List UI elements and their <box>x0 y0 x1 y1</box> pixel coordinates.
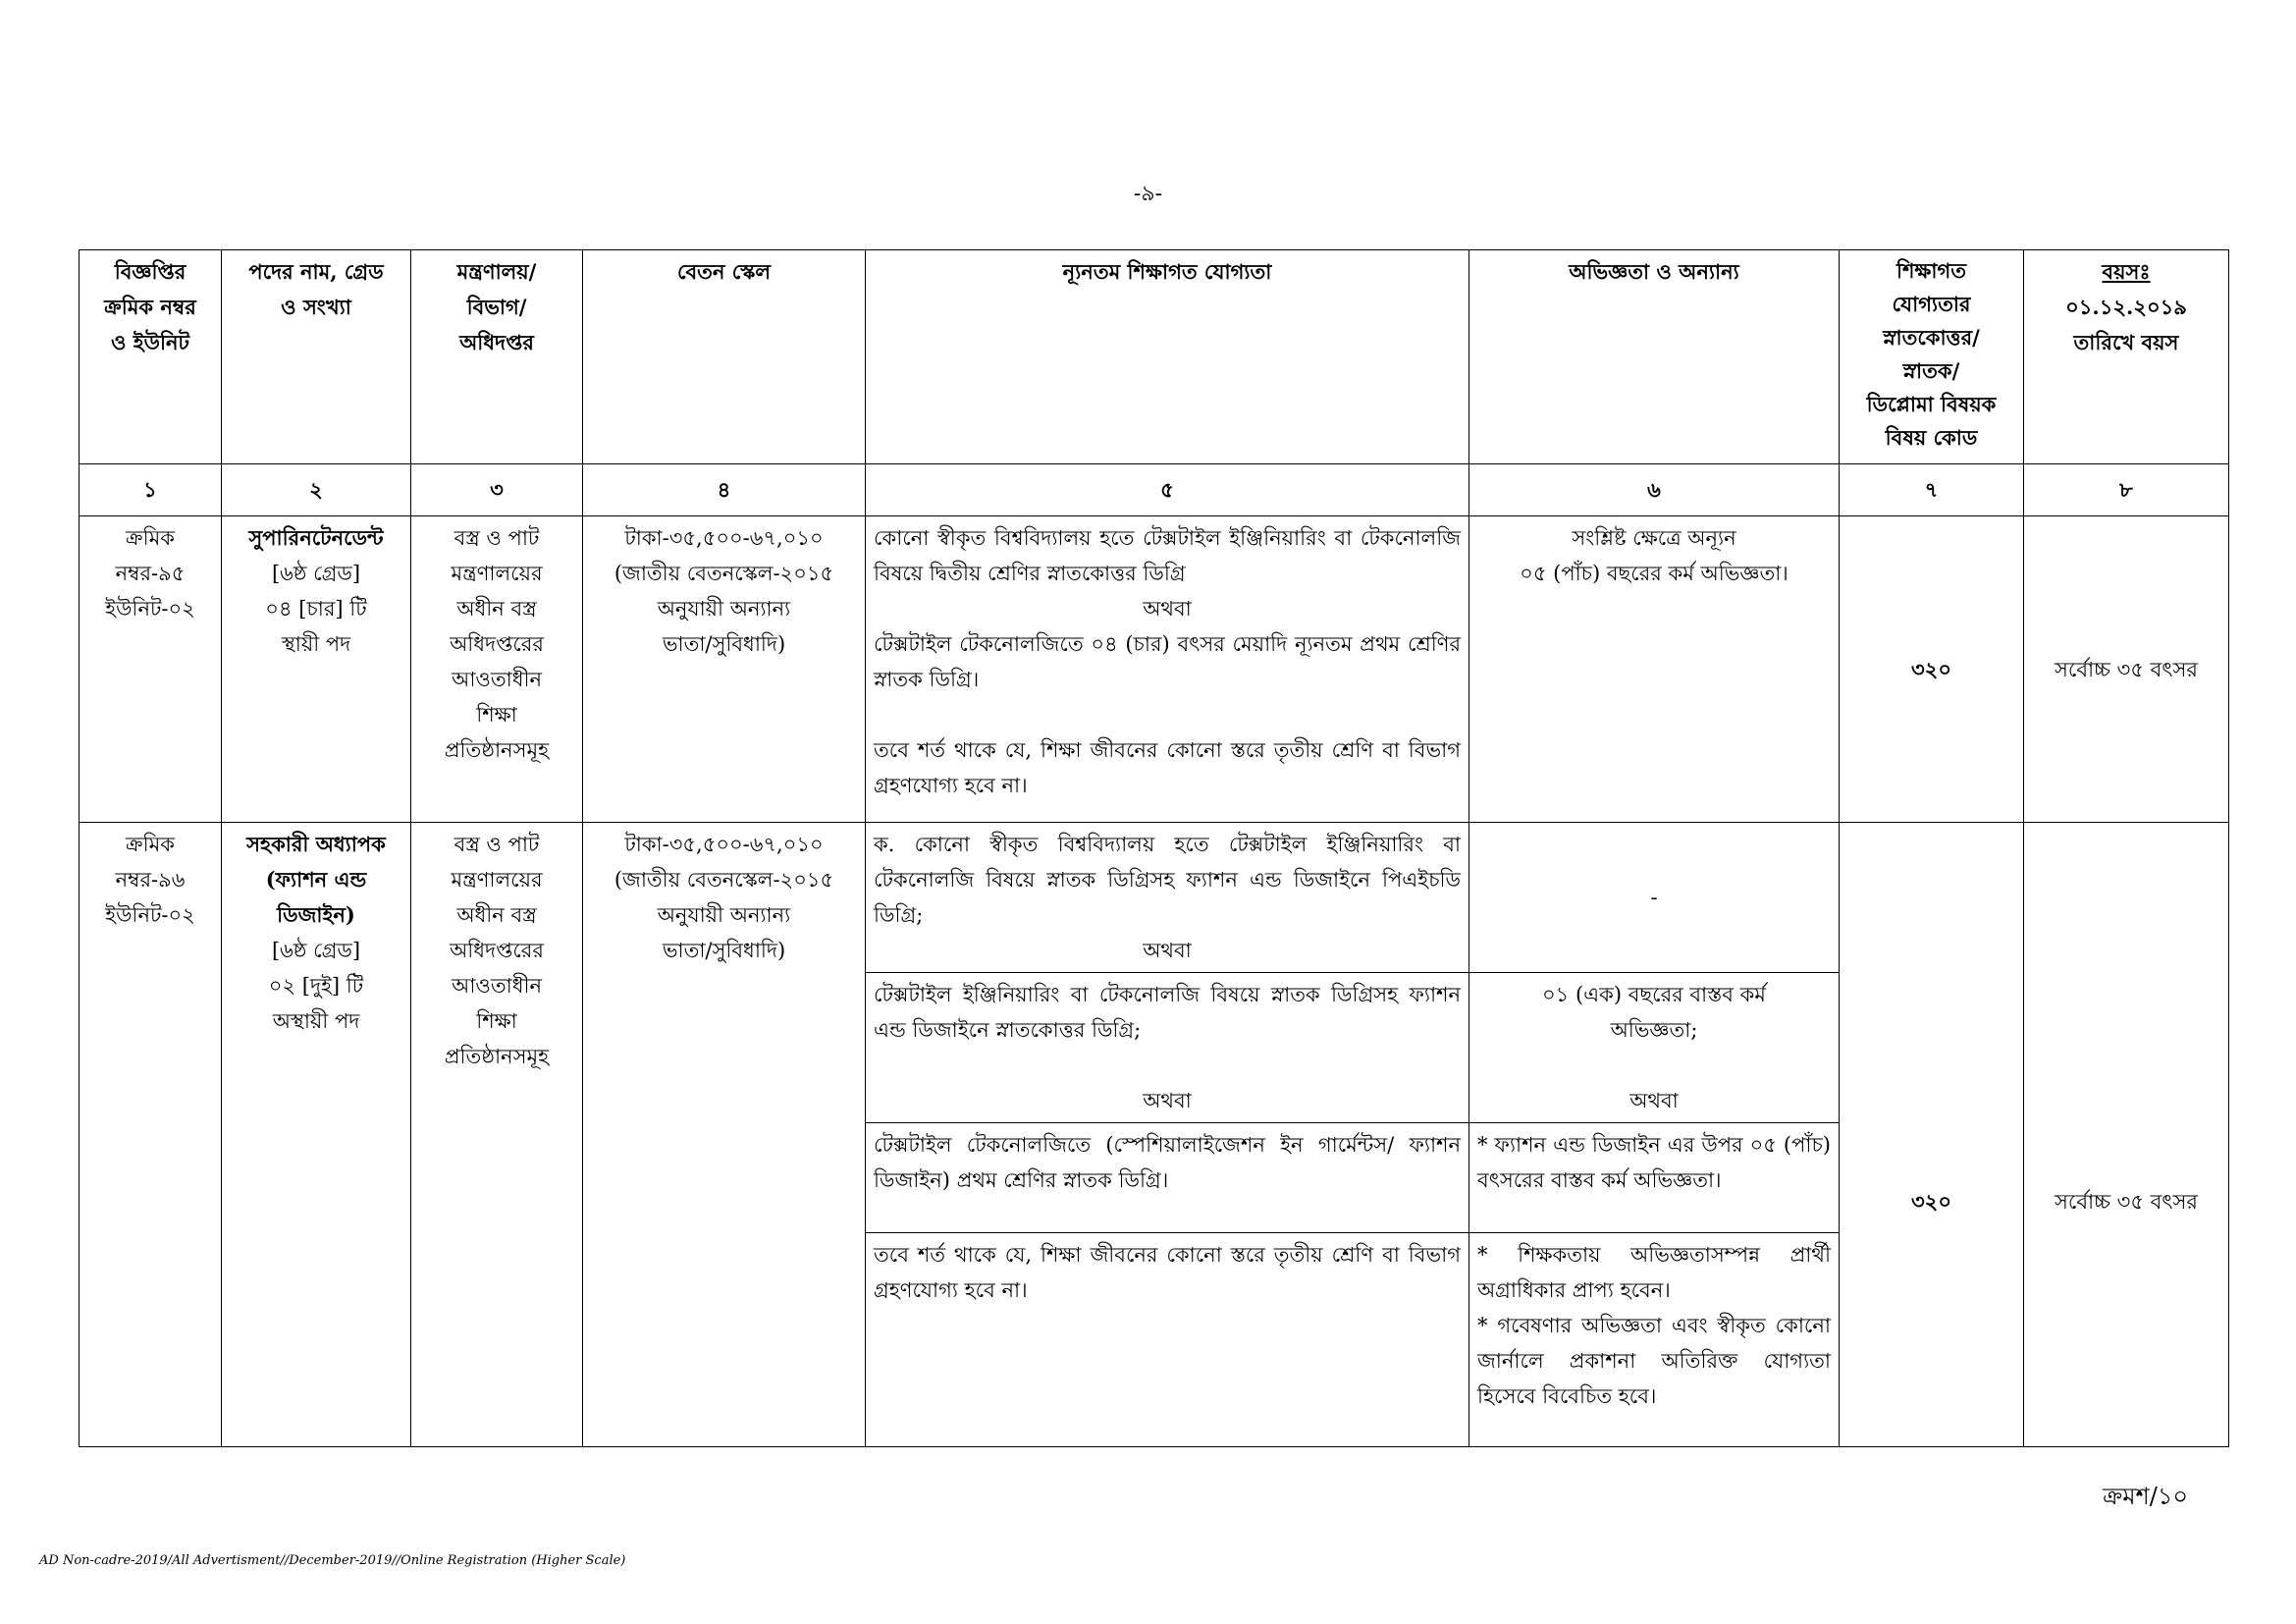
header-ministry: মন্ত্রণালয়/ বিভাগ/ অধিদপ্তর <box>411 250 583 464</box>
qualification-cell <box>866 1123 1469 1233</box>
header-post: পদের নাম, গ্রেড ও সংখ্যা <box>222 250 411 464</box>
post-title: সহকারী অধ্যাপক <box>246 832 386 856</box>
condition-text: তবে শর্ত থাকে যে, শিক্ষা জীবনের কোনো স্তরে তৃতীয় শ্রেণি বা বিভাগ গ্রহণযোগ্য হবে না। <box>874 1243 1461 1302</box>
qualification-cell <box>866 1233 1469 1447</box>
ministry-cell: বস্ত্র ও পাট মন্ত্রণালয়ের অধীন বস্ত্র অধিদপ্তরের আওতাধীন শিক্ষা প্রতিষ্ঠানসমূহ <box>411 516 583 823</box>
col-number: ৮ <box>2024 464 2229 516</box>
qualification-text: টেক্সটাইল ইঞ্জিনিয়ারিং বা টেকনোলজি বিষয়ে স্নাতক ডিগ্রিসহ ফ্যাশন এন্ড ডিজাইনে স্নাতকোত্তর ডিগ্রি; <box>874 983 1461 1042</box>
header-serial: বিজ্ঞপ্তির ক্রমিক নম্বর ও ইউনিট <box>80 250 222 464</box>
post-title: সুপারিনটেনডেন্ট <box>248 525 384 550</box>
col-number: ৭ <box>1840 464 2024 516</box>
col-number: ২ <box>222 464 411 516</box>
experience-cell: ০১ (এক) বছরের বাস্তব কর্ম অভিজ্ঞতা; অথবা <box>1469 973 1840 1123</box>
col-number: ৫ <box>866 464 1469 516</box>
serial-cell: ক্রমিক নম্বর-৯৬ ইউনিট-০২ <box>80 823 222 1447</box>
header-age: বয়সঃ ০১.১২.২০১৯ তারিখে বয়স <box>2024 250 2229 464</box>
header-qualification: ন্যূনতম শিক্ষাগত যোগ্যতা <box>866 250 1469 464</box>
pay-scale-cell: টাকা-৩৫,৫০০-৬৭,০১০ (জাতীয় বেতনস্কেল-২০১৫ অনুযায়ী অন্যান্য ভাতা/সুবিধাদি) <box>583 516 866 823</box>
condition-text: তবে শর্ত থাকে যে, শিক্ষা জীবনের কোনো স্তরে তৃতীয় শ্রেণি বা বিভাগ গ্রহণযোগ্য হবে না। <box>874 738 1461 797</box>
post-cell: সুপারিনটেনডেন্ট [৬ষ্ঠ গ্রেড] ০৪ [চার] টি স্থায়ী পদ <box>222 516 411 823</box>
col-number: ৪ <box>583 464 866 516</box>
or-text: অথবা <box>1143 939 1192 962</box>
col-number: ১ <box>80 464 222 516</box>
experience-cell: * শিক্ষকতায় অভিজ্ঞতাসম্পন্ন প্রার্থী অগ্রাধিকার প্রাপ্য হবেন। * গবেষণার অভিজ্ঞতা এবং স্বীকৃত কোনো জার্নালে প্রকাশনা অতিরিক্ত যোগ্যতা হিসেবে বিবেচিত হবে। <box>1469 1233 1840 1447</box>
header-row <box>80 250 2229 464</box>
col-number: ৬ <box>1469 464 1840 516</box>
or-text: অথবা <box>1629 1089 1679 1112</box>
table-row <box>80 516 2229 823</box>
ministry-cell: বস্ত্র ও পাট মন্ত্রণালয়ের অধীন বস্ত্র অধিদপ্তরের আওতাধীন শিক্ষা প্রতিষ্ঠানসমূহ <box>411 823 583 1447</box>
table-row <box>80 823 2229 973</box>
qualification-text: টেক্সটাইল টেকনোলজিতে ০৪ (চার) বৎসর মেয়াদি ন্যূনতম প্রথম শ্রেণির স্নাতক ডিগ্রি। <box>874 632 1461 691</box>
pay-scale-cell: টাকা-৩৫,৫০০-৬৭,০১০ (জাতীয় বেতনস্কেল-২০১৫ অনুযায়ী অন্যান্য ভাতা/সুবিধাদি) <box>583 823 866 1447</box>
header-subject-code: শিক্ষাগত যোগ্যতার স্নাতকোত্তর/ স্নাতক/ ডিপ্লোমা বিষয়ক বিষয় কোড <box>1840 250 2024 464</box>
qualification-text: টেক্সটাইল টেকনোলজিতে (স্পেশিয়ালাইজেশন ইন গার্মেন্টস/ ফ্যাশন ডিজাইন) প্রথম শ্রেণির স্নাতক ডিগ্রি। <box>874 1133 1461 1192</box>
qualification-cell <box>866 973 1469 1123</box>
experience-cell: - <box>1469 823 1840 973</box>
age-cell: সর্বোচ্চ ৩৫ বৎসর <box>2024 823 2229 1447</box>
qualification-text: কোনো স্বীকৃত বিশ্ববিদ্যালয় হতে টেক্সটাইল ইঞ্জিনিয়ারিং বা টেকনোলজি বিষয়ে দ্বিতীয় শ্রেণির স্নাতকোত্তর ডিগ্রি <box>874 526 1461 585</box>
subject-code-cell: ৩২০ <box>1840 823 2024 1447</box>
serial-cell: ক্রমিক নম্বর-৯৫ ইউনিট-০২ <box>80 516 222 823</box>
column-number-row <box>80 464 2229 516</box>
continued-note: ক্রমশ/১০ <box>2103 1483 2188 1510</box>
qualification-text: ক. কোনো স্বীকৃত বিশ্ববিদ্যালয় হতে টেক্সটাইল ইঞ্জিনিয়ারিং বা টেকনোলজি বিষয়ে স্নাতক ডিগ্রিসহ ফ্যাশন এন্ড ডিজাইনে পিএইচডি ডিগ্রি; <box>874 833 1461 927</box>
recruitment-table <box>79 249 2229 1447</box>
or-text: অথবা <box>1143 597 1192 621</box>
post-cell: সহকারী অধ্যাপক (ফ্যাশন এন্ড ডিজাইন) [৬ষ্ঠ গ্রেড] ০২ [দুই] টি অস্থায়ী পদ <box>222 823 411 1447</box>
qualification-cell <box>866 516 1469 823</box>
or-text: অথবা <box>1143 1089 1192 1112</box>
page-number: -৯- <box>1133 182 1163 206</box>
experience-cell: সংশ্লিষ্ট ক্ষেত্রে অন্যূন ০৫ (পাঁচ) বছরের কর্ম অভিজ্ঞতা। <box>1469 516 1840 823</box>
age-cell: সর্বোচ্চ ৩৫ বৎসর <box>2024 516 2229 823</box>
subject-code-cell: ৩২০ <box>1840 516 2024 823</box>
qualification-cell <box>866 823 1469 973</box>
experience-cell: * ফ্যাশন এন্ড ডিজাইন এর উপর ০৫ (পাঁচ) বৎসরের বাস্তব কর্ম অভিজ্ঞতা। <box>1469 1123 1840 1233</box>
header-pay-scale: বেতন স্কেল <box>583 250 866 464</box>
footer-text: AD Non-cadre-2019/All Advertisment//December-2019//Online Registration (Higher Scale) <box>39 1553 626 1568</box>
col-number: ৩ <box>411 464 583 516</box>
header-experience: অভিজ্ঞতা ও অন্যান্য <box>1469 250 1840 464</box>
